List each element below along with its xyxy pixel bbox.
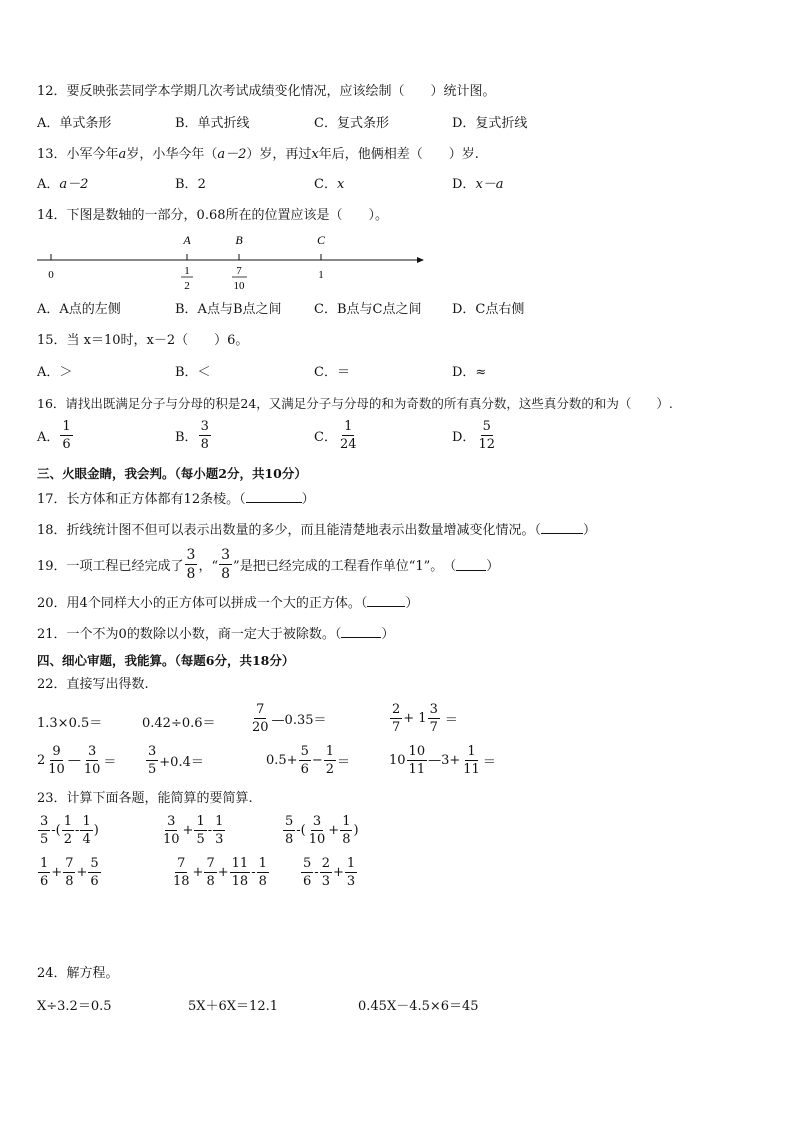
expr-6: $\frac{5}{6}$ - $\frac{2}{3}$ + $\frac{1}{3}$ <box>303 856 356 889</box>
a-value-num: 1 <box>184 265 190 277</box>
q12-option-d: D．复式折线 <box>452 116 528 131</box>
q12-option-a: A．单式条形 <box>37 116 112 131</box>
equation-1: X÷3.2＝0.5 <box>37 999 112 1014</box>
expr-2: $\frac{3}{10}$ + $\frac{1}{5}$ - $\frac{1}{3}$ <box>163 814 224 847</box>
var-x: x <box>311 147 319 162</box>
q13-option-c: C．x <box>314 177 345 192</box>
q15-option-a: A．＞ <box>37 365 73 380</box>
question-18: 18．折线统计图不但可以表示出数量的多少，而且能清楚地表示出数量增减变化情况。（ ） <box>37 523 597 538</box>
expr-4: $\frac{1}{6}$ + $\frac{7}{8}$ + $\frac{5}{6}$ <box>40 856 99 889</box>
q16-option-a: A． $\frac{1}{6}$ <box>37 419 71 452</box>
calc-1-3x0-5: 1.3×0.5＝ <box>37 716 103 731</box>
question-17: 17．长方体和正方体都有12条棱。（ ） <box>37 492 315 507</box>
q16-option-d: D． $\frac{5}{12}$ <box>452 419 495 452</box>
zero-label: 0 <box>48 269 54 281</box>
expr-3: $\frac{5}{8}$ -( $\frac{3}{10}$ + $\frac{1}{8}$ ) <box>285 814 359 847</box>
c-value: 1 <box>318 269 324 281</box>
expr-5: $\frac{7}{18}$ + $\frac{7}{8}$ + $\frac{11}{18}$ - $\frac{1}{8}$ <box>173 856 267 889</box>
number-line <box>37 228 437 292</box>
b-value-den: 10 <box>233 280 245 292</box>
q12-option-c: C．复式条形 <box>314 116 389 131</box>
q13-option-a: A．a－2 <box>37 177 89 192</box>
point-b-label: B <box>235 233 243 247</box>
section-4-heading: 四、细心审题，我能算。（每题6分，共18分） <box>37 653 295 668</box>
question-15: 15．当 x＝10时，x－2（ ）6。 <box>37 333 249 348</box>
q13-option-d: D．x－a <box>452 177 504 192</box>
q16-option-b: B． $\frac{3}{8}$ <box>175 419 209 452</box>
calc-2-9-10-minus-3-10: 2 $\frac{9}{10}$ — $\frac{3}{10}$ ＝ <box>37 744 117 777</box>
calc-10-10-11-minus-3-plus-1-11: 10 $\frac{10}{11}$ —3+ $\frac{1}{11}$ ＝ <box>389 744 496 777</box>
equation-2: 5X＋6X＝12.1 <box>188 999 278 1014</box>
q14-option-b: B．A点与B点之间 <box>175 302 282 317</box>
q13-option-b: B．2 <box>175 177 206 192</box>
calc-0-42div0-6: 0.42÷0.6＝ <box>142 716 216 731</box>
question-21: 21．一个不为0的数除以小数，商一定大于被除数。（ ） <box>37 627 395 642</box>
point-a-label: A <box>183 233 191 247</box>
q12-option-b: B．单式折线 <box>175 116 250 131</box>
a-value-den: 2 <box>184 280 190 292</box>
q14-option-a: A．A点的左侧 <box>37 302 121 317</box>
equation-3: 0.45X－4.5×6＝45 <box>358 999 479 1014</box>
section-3-heading: 三、火眼金睛，我会判。（每小题2分，共10分） <box>37 466 307 481</box>
question-24: 24．解方程。 <box>37 966 119 981</box>
question-19: 19．一项工程已经完成了 $\frac{3}{8}$ ，“ $\frac{3}{8}$ ”是把已经完成的工程看作单位“1”。 （ ） <box>37 547 500 582</box>
question-23: 23．计算下面各题，能简算的要简算. <box>37 791 253 806</box>
b-value-num: 7 <box>236 265 242 277</box>
q15-option-b: B．＜ <box>175 365 211 380</box>
q14-option-d: D．C点右侧 <box>452 302 525 317</box>
question-20: 20．用4个同样大小的正方体可以拼成一个大的正方体。（ ） <box>37 596 419 611</box>
q16-option-c: C． $\frac{1}{24}$ <box>314 419 357 452</box>
calc-0-5-plus-5-6-minus-1-2: 0.5+ $\frac{5}{6}$ − $\frac{1}{2}$ ＝ <box>266 744 351 777</box>
q15-option-c: C．＝ <box>314 365 350 380</box>
var-a: a <box>118 147 127 162</box>
expr-1: $\frac{3}{5}$ -( $\frac{1}{2}$ - $\frac{1}{4}$ ) <box>40 814 99 847</box>
calc-3-5-plus-0-4: $\frac{3}{5}$ +0.4＝ <box>148 744 204 777</box>
question-14: 14．下图是数轴的一部分，0.68所在的位置应该是（ ）。 <box>37 208 388 223</box>
calc-2-7-plus-1-3-7: $\frac{2}{7}$ + 1 $\frac{3}{7}$ ＝ <box>392 702 458 735</box>
calc-7-20-minus-0-35: $\frac{7}{20}$ —0.35＝ <box>252 702 327 735</box>
q15-option-d: D．≈ <box>452 365 487 380</box>
question-12: 12．要反映张芸同学本学期几次考试成绩变化情况，应该绘制（ ）统计图。 <box>37 84 496 99</box>
question-16: 16．请找出既满足分子与分母的积是24，又满足分子与分母的和为奇数的所有真分数，这些真分数的和为（ ）. <box>37 396 673 411</box>
question-22: 22．直接写出得数. <box>37 677 149 692</box>
point-c-label: C <box>316 233 326 247</box>
question-13: 13．小军今年a岁，小华今年（a－2）岁，再过x年后，他俩相差（ ）岁. <box>37 147 479 162</box>
q14-option-c: C．B点与C点之间 <box>314 302 422 317</box>
